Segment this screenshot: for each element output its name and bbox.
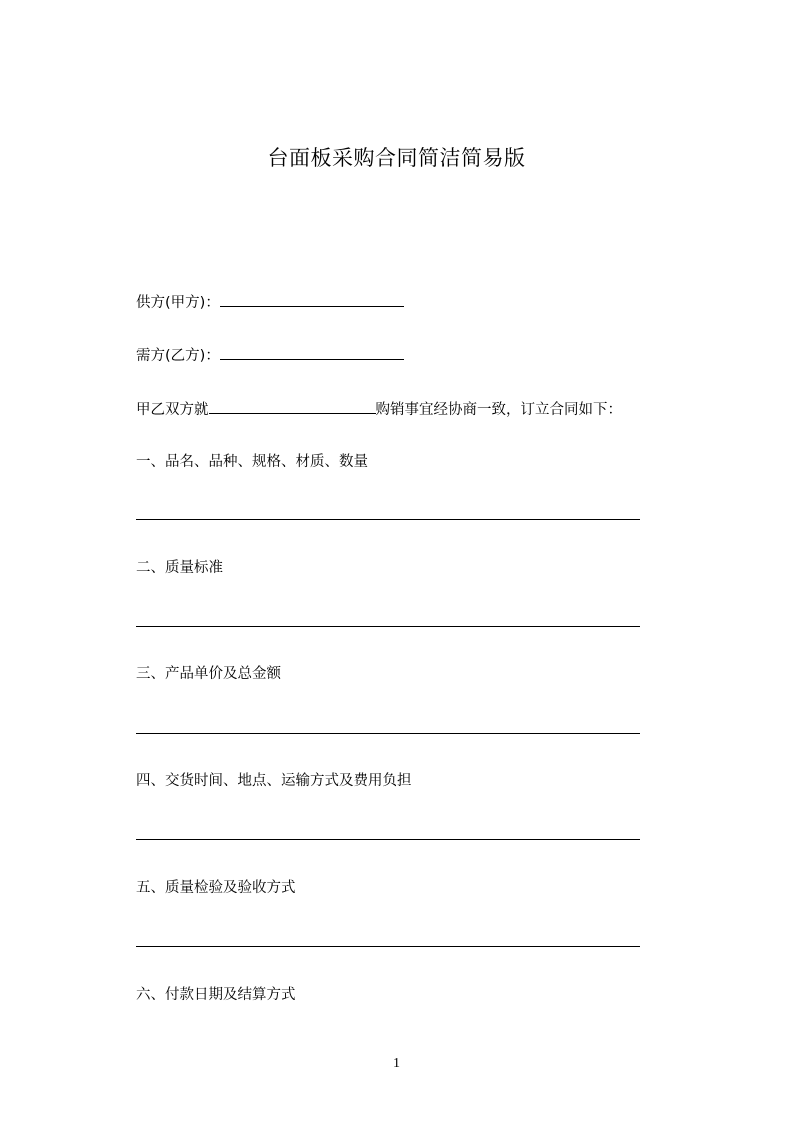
buyer-line — [136, 344, 404, 366]
section-fill-line[interactable] — [136, 839, 640, 840]
section-heading: 五、质量检验及验收方式 — [136, 880, 296, 896]
section-heading: 四、交货时间、地点、运输方式及费用负担 — [136, 773, 412, 789]
section-heading: 一、品名、品种、规格、材质、数量 — [136, 454, 368, 470]
document-title: 台面板采购合同简洁简易版 — [267, 146, 526, 170]
section-fill-line[interactable] — [136, 626, 640, 627]
section-heading: 三、产品单价及总金额 — [136, 666, 281, 682]
section-fill-line[interactable] — [136, 519, 640, 520]
intro-prefix: 甲乙双方就 — [136, 402, 209, 418]
page-number: 1 — [393, 1056, 400, 1071]
intro-suffix: 购销事宜经协商一致，订立合同如下： — [375, 402, 622, 418]
section-heading: 六、付款日期及结算方式 — [136, 987, 296, 1003]
supplier-label: 供方(甲方)： — [136, 295, 220, 311]
supplier-blank[interactable] — [220, 291, 404, 307]
section-fill-line[interactable] — [136, 946, 640, 947]
buyer-label: 需方(乙方)： — [136, 348, 220, 364]
intro-product-blank[interactable] — [209, 398, 376, 414]
section-fill-line[interactable] — [136, 733, 640, 734]
intro-line — [136, 398, 622, 420]
supplier-line — [136, 291, 404, 313]
section-heading: 二、质量标准 — [136, 560, 223, 576]
buyer-blank[interactable] — [220, 344, 404, 360]
